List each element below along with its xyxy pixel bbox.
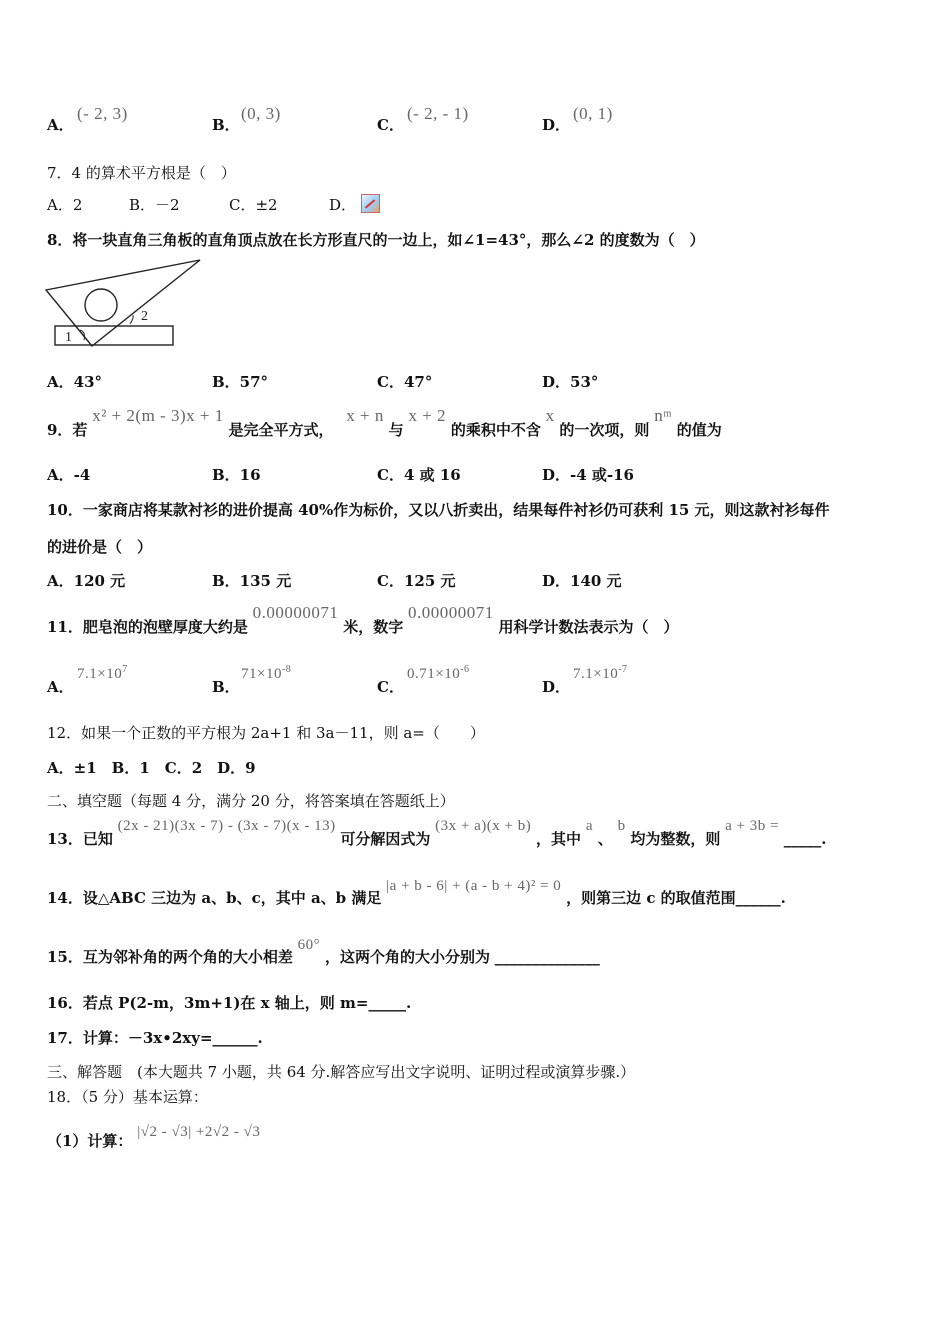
- q12-options: A．±1 B．1 C．2 D．9: [47, 759, 256, 777]
- angle-2-arc: [130, 315, 133, 324]
- q7-option-d: [329, 194, 380, 215]
- q9-option-d: D．-4 或-16: [542, 466, 634, 484]
- q10-stem-line-1: 10．一家商店将某款衬衫的进价提高 40%作为标价，又以八折卖出，结果每件衬衫仍可获利 15 元，则这款衬衫每件: [47, 501, 830, 519]
- q13-text-4: 均为整数，则: [630, 830, 721, 848]
- q6-option-d-formula: (0, 1): [573, 104, 613, 123]
- q9-stem: [47, 405, 722, 439]
- q8-option-a: A．43°: [47, 373, 103, 391]
- q10-option-c: C．125 元: [377, 572, 456, 590]
- angle-2-label: 2: [141, 309, 148, 324]
- q9-num: 9．若: [47, 421, 88, 439]
- q11-text-1: 米，数字: [343, 618, 404, 636]
- q10-stem-line-2: 的进价是（ ）: [47, 538, 153, 556]
- q7-option-b: B．－2: [129, 196, 180, 214]
- q6-option-a-label: A．: [47, 116, 74, 134]
- q18-stem: 18．（5 分）基本运算：: [47, 1088, 208, 1106]
- q6-option-b-formula: (0, 3): [241, 104, 281, 123]
- q13-text-1: 可分解因式为: [340, 830, 431, 848]
- q9-option-c: C．4 或 16: [377, 466, 461, 484]
- q8-option-d: D．53°: [542, 373, 599, 391]
- q7-option-c: C．±2: [229, 196, 278, 214]
- q17-stem: 17．计算：－3x•2xy=______.: [47, 1029, 263, 1047]
- q18-part-1-label: （1）计算：: [47, 1132, 133, 1150]
- q6-option-b-label: B．: [212, 116, 240, 134]
- q11-option-a-label: A．: [47, 678, 74, 696]
- q10-option-d: D．140 元: [542, 572, 622, 590]
- q14-stem: [47, 874, 786, 907]
- q10-option-b: B．135 元: [212, 572, 292, 590]
- q9-option-a: A．-4: [47, 466, 91, 484]
- q11-option-d-formula: $7.1\times 10^{-7}$: [573, 664, 628, 682]
- q9-text-1: 是完全平方式，: [228, 421, 334, 439]
- q9-formula-4: x: [545, 406, 555, 425]
- q14-text-1: ，则第三边 c 的取值范围______.: [566, 889, 786, 907]
- q8-option-b: B．57°: [212, 373, 269, 391]
- q9-text-2: 与: [388, 421, 404, 439]
- q9-formula-1: x² + 2(m - 3)x + 1: [92, 406, 224, 425]
- q14-num: 14．设△ABC 三边为 a、b、c，其中 a、b 满足: [47, 889, 382, 907]
- q8-figure: [44, 258, 204, 350]
- q9-formula-5: nᵐ: [654, 406, 673, 425]
- q13-formula-4: b: [617, 818, 626, 834]
- q13-formula-3: a: [585, 818, 593, 834]
- q11-option-a-formula: $7.1\times 10^7$: [77, 664, 128, 682]
- q6-option-c-formula: (- 2, - 1): [407, 104, 469, 123]
- q11-num: 11．肥皂泡的泡壁厚度大约是: [47, 618, 248, 636]
- q13-text-3: 、: [597, 830, 613, 848]
- q15-blank: ______________: [494, 948, 600, 966]
- q14-formula-1: |a + b - 6| + (a - b + 4)² = 0: [386, 878, 562, 894]
- q13-text-5: _____.: [783, 830, 827, 848]
- q7-option-d-label: D．: [329, 196, 357, 214]
- q6-option-c-label: C．: [377, 116, 404, 134]
- q13-formula-2: (3x + a)(x + b): [435, 818, 532, 834]
- q15-formula-1: 60°: [297, 937, 321, 953]
- angle-1-label: 1: [65, 330, 72, 345]
- q11-option-c-label: C．: [377, 678, 404, 696]
- q13-stem: [47, 814, 827, 848]
- q18-part-1: [47, 1120, 261, 1150]
- q6-option-d-label: D．: [542, 116, 571, 134]
- q13-num: 13．已知: [47, 830, 113, 848]
- q15-text-1: ，这两个角的大小分别为: [324, 948, 490, 966]
- section-2-heading: 二、填空题（每题 4 分，满分 20 分，将答案填在答题纸上）: [47, 792, 455, 810]
- q9-text-4: 的一次项，则: [559, 421, 650, 439]
- q7-stem: 7．4 的算术平方根是（ ）: [47, 164, 236, 182]
- q18-formula-1: |√2 - √3| +2√2 - √3: [137, 1124, 261, 1140]
- q11-formula-1: 0.00000071: [252, 603, 339, 622]
- q9-text-3: 的乘积中不含: [450, 421, 541, 439]
- q8-stem: 8．将一块直角三角板的直角顶点放在长方形直尺的一边上，如∠1=43°，那么∠2 的度数为（ ）: [47, 231, 705, 249]
- triangle-hole: [85, 289, 117, 321]
- q11-option-b-formula: $71\times 10^{-8}$: [241, 664, 292, 682]
- q13-formula-5: a + 3b =: [725, 818, 779, 834]
- q6-option-a-formula: (- 2, 3): [77, 104, 128, 123]
- q11-option-d-label: D．: [542, 678, 571, 696]
- q13-text-2: ，其中: [536, 830, 582, 848]
- q11-text-2: 用科学计数法表示为（ ）: [498, 618, 679, 636]
- q8-option-c: C．47°: [377, 373, 433, 391]
- section-3-heading: 三、解答题 (本大题共 7 小题，共 64 分.解答应写出文字说明、证明过程或演算步骤.）: [47, 1063, 636, 1081]
- q11-stem: [47, 602, 679, 636]
- q9-formula-2: x + n: [346, 406, 384, 425]
- q10-option-a: A．120 元: [47, 572, 126, 590]
- q11-option-b-label: B．: [212, 678, 240, 696]
- q9-formula-3: x + 2: [408, 406, 447, 425]
- q9-option-b: B．16: [212, 466, 261, 484]
- q11-option-c-formula: $0.71\times 10^{-6}$: [407, 664, 470, 682]
- q12-stem: 12．如果一个正数的平方根为 2a+1 和 3a－11，则 a=（ ）: [47, 724, 485, 742]
- q16-stem: 16．若点 P(2-m，3m+1)在 x 轴上，则 m=_____.: [47, 994, 412, 1012]
- broken-image-icon: [361, 194, 380, 213]
- q15-num: 15．互为邻补角的两个角的大小相差: [47, 948, 293, 966]
- q11-formula-2: 0.00000071: [408, 603, 494, 622]
- q13-formula-1: (2x - 21)(3x - 7) - (3x - 7)(x - 13): [117, 818, 336, 834]
- q7-option-a: A．2: [47, 196, 83, 214]
- q15-stem: [47, 933, 600, 966]
- q9-text-5: 的值为: [676, 421, 722, 439]
